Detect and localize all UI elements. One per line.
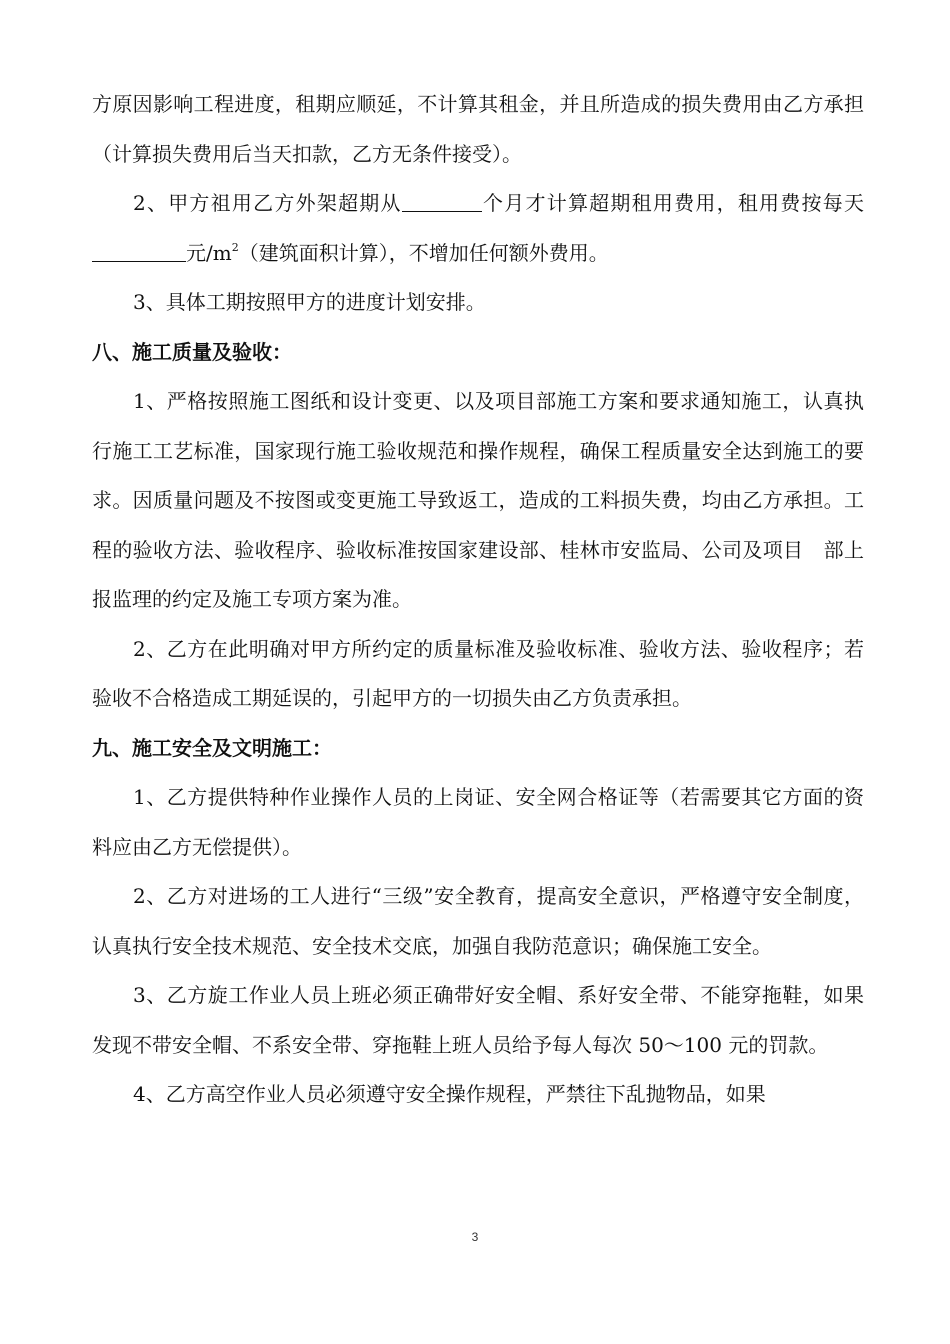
price-unit: 元/m [186, 240, 232, 265]
overdue-rent-text-middle: 个月才计算超期租用费用，租用费按每天 [481, 191, 864, 215]
safety-item-3: 3、乙方旋工作业人员上班必须正确带好安全帽、系好安全带、不能穿拖鞋，如果发现不带安全帽、不系安全带、穿拖鞋上班人员给予每人每次 50～100 元的罚款。 [92, 983, 864, 1057]
months-blank-underline [402, 189, 482, 212]
safety-item-1: 1、乙方提供特种作业操作人员的上岗证、安全网合格证等（若需要其它方面的资料应由乙方无偿提供）。 [92, 785, 864, 859]
price-blank-underline [92, 239, 186, 262]
safety-item-2: 2、乙方对进场的工人进行“三级”安全教育，提高安全意识，严格遵守安全制度，认真执行安全技术规范、安全技术交底，加强自我防范意识；确保施工安全。 [92, 884, 864, 958]
overdue-rent-text-start: 2、甲方祖用乙方外架超期从 [133, 191, 402, 215]
page-number: 3 [471, 1230, 479, 1244]
safety-item-4: 4、乙方高空作业人员必须遵守安全操作规程，严禁往下乱抛物品，如果 [133, 1082, 766, 1106]
paragraph-overdue-rent [92, 179, 864, 278]
overdue-rent-text-end: （建筑面积计算），不增加任何额外费用。 [238, 240, 609, 265]
unit-superscript: 2 [231, 240, 239, 254]
quality-item-2: 2、乙方在此明确对甲方所约定的质量标准及验收标准、验收方法、验收程序；若验收不合格造成工期延误的，引起甲方的一切损失由乙方负责承担。 [92, 636, 864, 710]
section-heading-safety: 九、施工安全及文明施工： [92, 735, 332, 760]
paragraph-continuation: 方原因影响工程进度，租期应顺延，不计算其租金，并且所造成的损失费用由乙方承担（计算损失费用后当天扣款，乙方无条件接受）。 [92, 92, 864, 166]
quality-item-1: 1、严格按照施工图纸和设计变更、以及项目部施工方案和要求通知施工，认真执行施工工艺标准，国家现行施工验收规范和操作规程，确保工程质量安全达到施工的要求。因质量问题及不按图或变更施工导致返工，造成的工料损失费，均由乙方承担。工程的验收方法、验收程序、验收标准按国家建设部、桂林市安监局、公司及项目 部上报监理的约定及施工专项方案为准。 [92, 389, 864, 611]
paragraph-schedule: 3、具体工期按照甲方的进度计划安排。 [133, 290, 486, 314]
document-body [92, 80, 864, 1120]
section-heading-quality: 八、施工质量及验收： [92, 339, 292, 364]
